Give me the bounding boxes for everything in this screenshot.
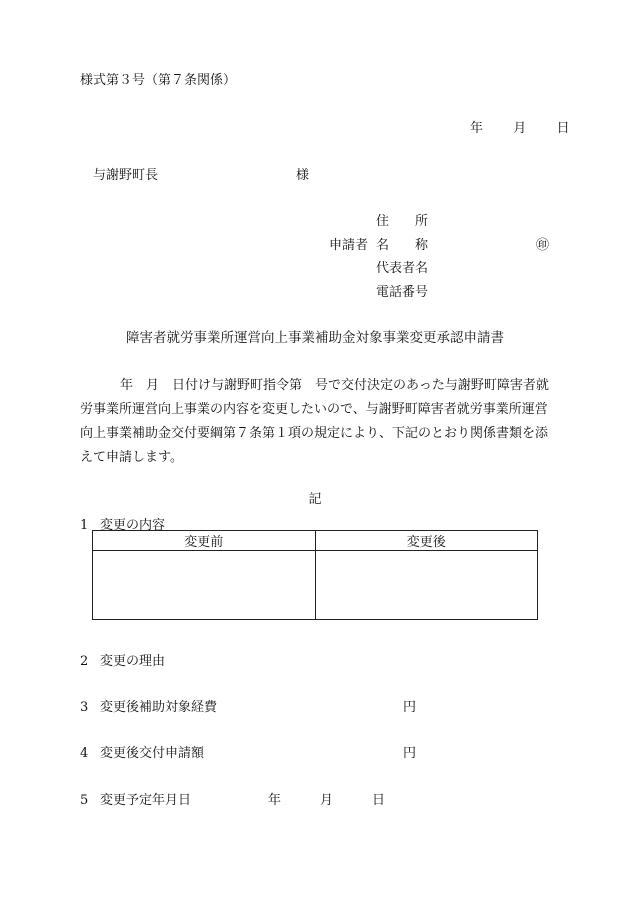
unit-yen: 円: [403, 746, 417, 761]
section-label: 変更の理由: [100, 654, 166, 669]
date-year: 年: [470, 121, 484, 136]
section-label: 変更後交付申請額: [100, 746, 205, 761]
ki-heading: 記: [308, 492, 322, 507]
field-address: 住 所: [376, 214, 429, 229]
applicant-fields: [376, 210, 428, 304]
section-4: [80, 742, 204, 761]
section-number: 1: [80, 518, 89, 533]
cell-before[interactable]: [93, 551, 316, 620]
unit-yen: 円: [403, 700, 417, 715]
section-label: 変更後補助対象経費: [100, 700, 218, 715]
section-2: [80, 650, 165, 669]
scheduled-date: 年 月 日: [268, 793, 386, 808]
honorific: 様: [296, 168, 310, 183]
column-after: 変更後: [315, 531, 538, 551]
change-table: [92, 530, 538, 620]
field-name: 名 称: [376, 237, 429, 253]
addressee: 与謝野町長: [93, 168, 159, 183]
date-month: 月: [513, 121, 527, 136]
section-label: 変更の内容: [100, 518, 166, 533]
section-label: 変更予定年月日: [100, 793, 192, 808]
section-5: [80, 789, 191, 808]
seal-mark: ㊞: [536, 238, 550, 253]
section-number: 2: [80, 654, 89, 669]
field-representative: 代表者名: [376, 261, 429, 276]
cell-after[interactable]: [315, 551, 538, 620]
field-phone: 電話番号: [376, 284, 429, 300]
section-number: 4: [80, 746, 89, 761]
section-number: 5: [80, 793, 89, 808]
body-paragraph: 年 月 日付け与謝野町指令第 号で交付決定のあった与謝野町障害者就労事業所運営向上事業の内容を変更したいので、与謝野町障害者就労事業所運営向上事業補助金交付要綱第７条第１項の規定により、下記のとおり関係書類を添えて申請します。: [80, 378, 549, 465]
date-day: 日: [556, 121, 570, 136]
section-number: 3: [80, 700, 89, 715]
document-title: 障害者就労事業所運営向上事業補助金対象事業変更承認申請書: [126, 330, 504, 346]
column-before: 変更前: [93, 531, 316, 551]
applicant-label: 申請者: [329, 238, 369, 253]
application-date: [470, 117, 570, 136]
form-number: 様式第３号（第７条関係）: [80, 73, 237, 88]
section-3: [80, 696, 217, 715]
